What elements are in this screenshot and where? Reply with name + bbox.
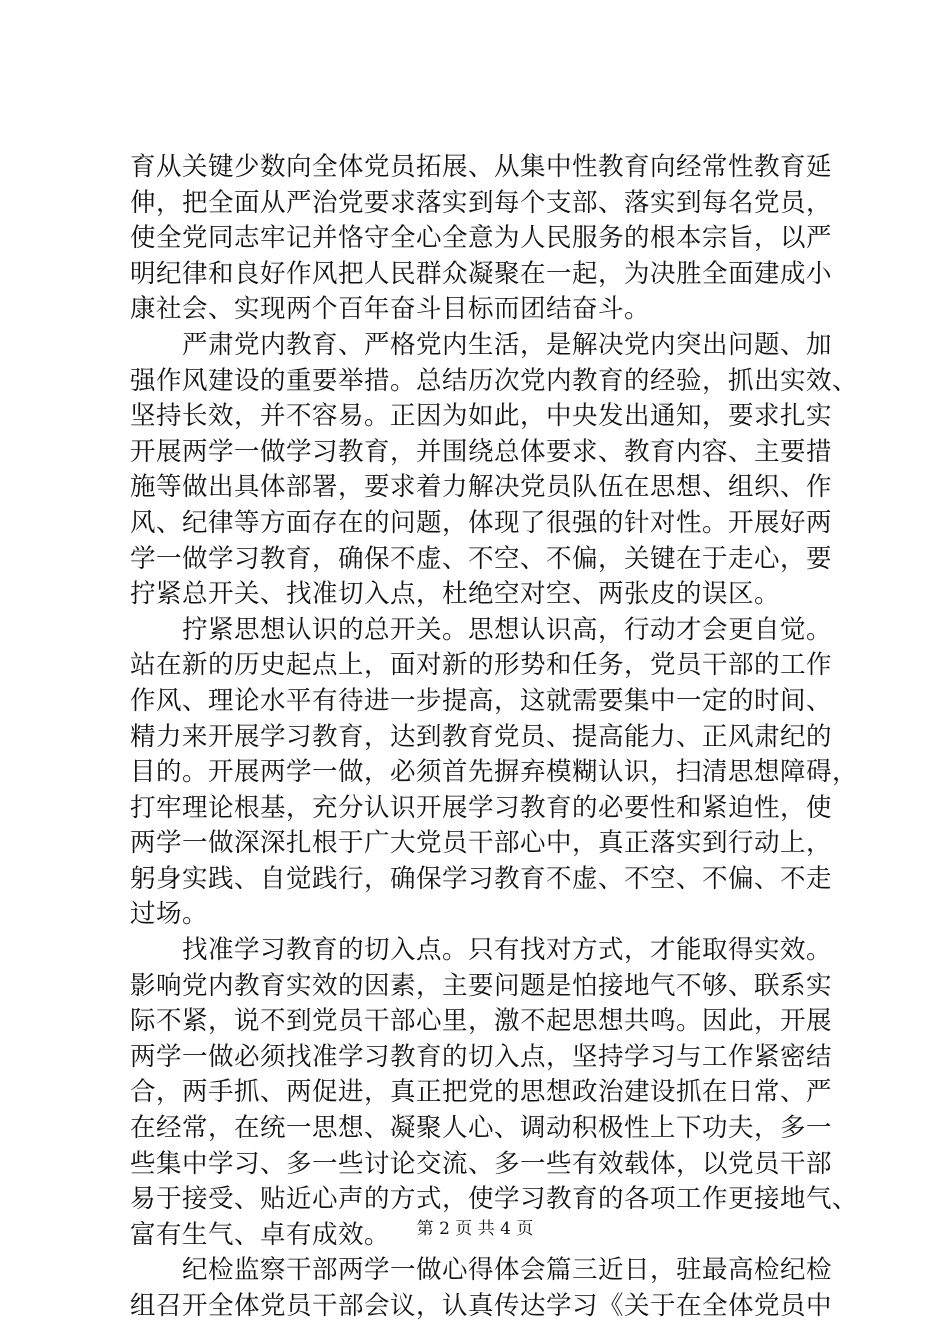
- text-line: 施等做出具体部署，要求着力解决党员队伍在思想、组织、作: [130, 472, 833, 503]
- page-footer: 第 2 页 共 4 页: [416, 1219, 534, 1239]
- text-line: 坚持长效，并不容易。正因为如此，中央发出通知，要求扎实: [130, 401, 833, 432]
- text-line: 合，两手抓、两促进，真正把党的思想政治建设抓在日常、严: [130, 1077, 833, 1108]
- text-line: 明纪律和良好作风把人民群众凝聚在一起，为决胜全面建成小: [130, 258, 833, 289]
- text-line: 康社会、实现两个百年奋斗目标而团结奋斗。: [130, 294, 651, 325]
- text-line: 站在新的历史起点上，面对新的形势和任务，党员干部的工作: [130, 650, 833, 681]
- text-line: 些集中学习、多一些讨论交流、多一些有效载体，以党员干部: [130, 1148, 833, 1179]
- text-line: 找准学习教育的切入点。只有找对方式，才能取得实效。: [130, 935, 833, 966]
- text-line: 际不紧，说不到党员干部心里，激不起思想共鸣。因此，开展: [130, 1006, 833, 1037]
- text-line: 拧紧总开关、找准切入点，杜绝空对空、两张皮的误区。: [130, 579, 781, 610]
- text-line: 风、纪律等方面存在的问题，体现了很强的针对性。开展好两: [130, 507, 833, 538]
- text-line: 打牢理论根基，充分认识开展学习教育的必要性和紧迫性，使: [130, 792, 833, 823]
- text-line: 作风、理论水平有待进一步提高，这就需要集中一定的时间、: [130, 685, 833, 716]
- text-line: 精力来开展学习教育，达到教育党员、提高能力、正风肃纪的: [130, 721, 833, 752]
- text-line: 富有生气、卓有成效。: [130, 1219, 391, 1250]
- text-line: 两学一做必须找准学习教育的切入点，坚持学习与工作紧密结: [130, 1041, 833, 1072]
- text-line: 在经常，在统一思想、凝聚人心、调动积极性上下功夫，多一: [130, 1113, 833, 1144]
- text-line: 两学一做深深扎根于广大党员干部心中，真正落实到行动上，: [130, 828, 833, 859]
- text-line: 育从关键少数向全体党员拓展、从集中性教育向经常性教育延: [130, 152, 833, 182]
- text-line: 开展两学一做学习教育，并围绕总体要求、教育内容、主要措: [130, 436, 833, 467]
- text-line: 纪检监察干部两学一做心得体会篇三近日，驻最高检纪检: [130, 1255, 833, 1286]
- text-line: 拧紧思想认识的总开关。思想认识高，行动才会更自觉。: [130, 614, 833, 645]
- text-line: 严肃党内教育、严格党内生活，是解决党内突出问题、加: [130, 329, 833, 360]
- text-line: 组召开全体党员干部会议，认真传达学习《关于在全体党员中: [130, 1291, 833, 1321]
- text-line: 躬身实践、自觉践行，确保学习教育不虚、不空、不偏、不走: [130, 863, 833, 894]
- text-line: 使全党同志牢记并恪守全心全意为人民服务的根本宗旨，以严: [130, 223, 833, 254]
- text-line: 目的。开展两学一做，必须首先摒弃模糊认识，扫清思想障碍，: [130, 757, 859, 788]
- text-line: 学一做学习教育，确保不虚、不空、不偏，关键在于走心，要: [130, 543, 833, 574]
- body-text: [130, 150, 859, 1325]
- text-line: 影响党内教育实效的因素，主要问题是怕接地气不够、联系实: [130, 970, 833, 1001]
- text-line: 易于接受、贴近心声的方式，使学习教育的各项工作更接地气、: [130, 1184, 859, 1215]
- text-line: 过场。: [130, 899, 209, 930]
- text-line: 伸，把全面从严治党要求落实到每个支部、落实到每名党员，: [130, 187, 833, 218]
- text-line: 强作风建设的重要举措。总结历次党内教育的经验，抓出实效、: [130, 365, 859, 396]
